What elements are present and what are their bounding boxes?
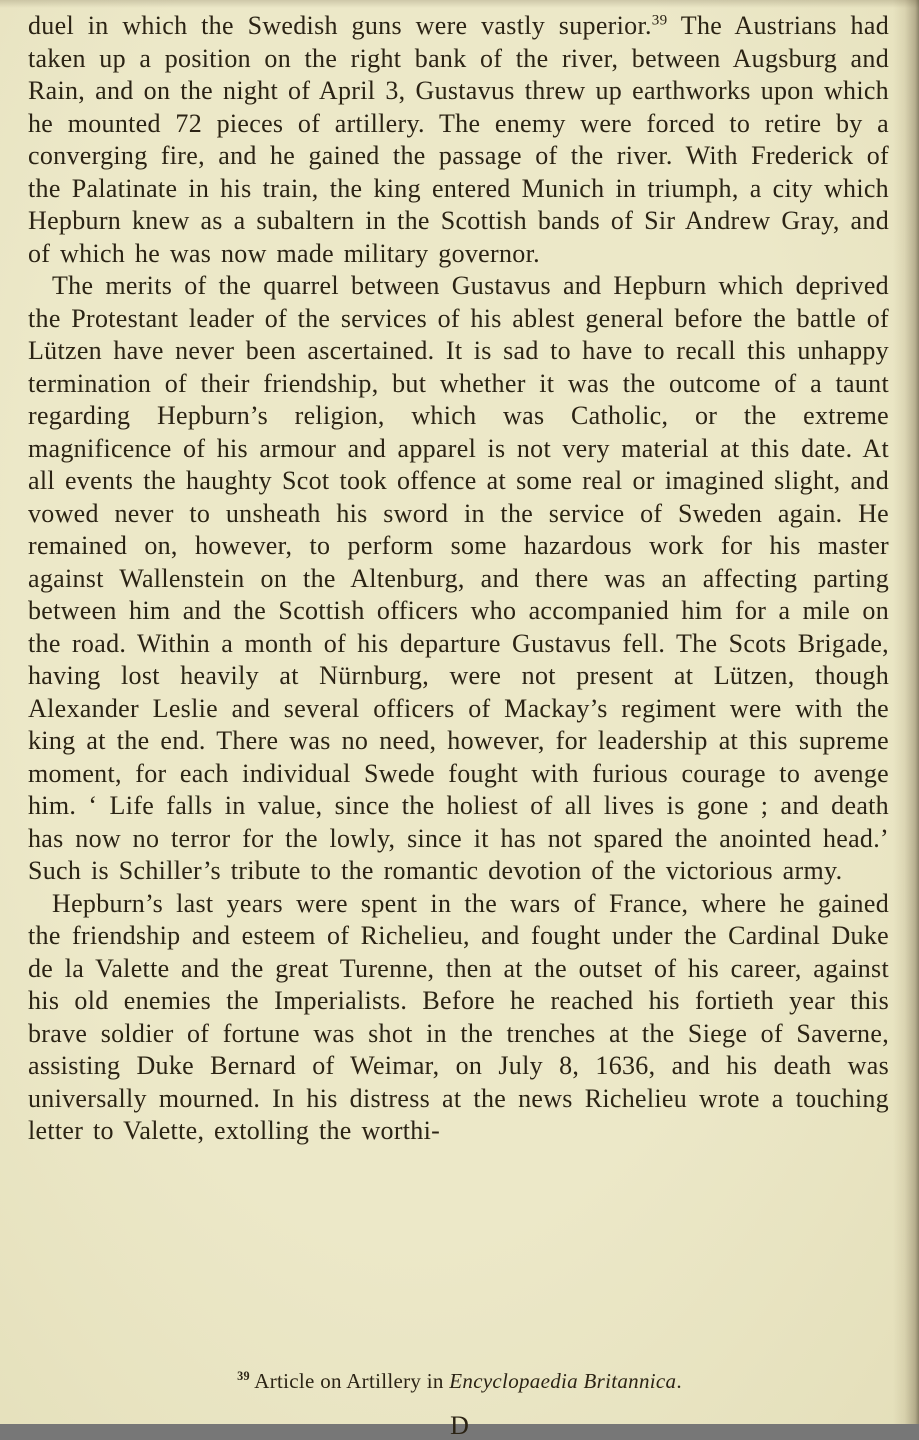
- paragraph-text: The Austrians had taken up a position on the right bank of the river, between Augsburg and Rain, and on the night of April 3, Gustavus threw up earthworks upon which he mounted 72 pieces of artillery. The enemy were forced to retire by a converging fire, and he gained the passage of the river. With Frederick of the Palatinate in his train, the king entered Munich in triumph, a city which Hepburn knew as a subaltern in the Scottish bands of Sir Andrew Gray, and of which he was now made military governor.: [28, 11, 889, 268]
- footnote-book-title: Encyclopaedia Britannica: [449, 1369, 677, 1393]
- footnote-reference: 39: [651, 12, 668, 29]
- paragraph: [28, 10, 889, 270]
- paragraph: Hepburn’s last years were spent in the wars of France, where he gained the friendship and esteem of Richelieu, and fought under the Cardinal Duke de la Valette and the great Turenne, then at the outset of his career, against his old enemies the Imperialists. Before he reached his fortieth year this brave soldier of fortune was shot in the trenches at the Siege of Saverne, assisting Duke Bernard of Weimar, on July 8, 1636, and his death was universally mourned. In his distress at the news Richelieu wrote a touching letter to Valette, extolling the worthi-: [28, 888, 889, 1145]
- footnote: [0, 1368, 919, 1394]
- footnote-marker: 39: [237, 1369, 250, 1383]
- signature-mark: D: [450, 1411, 469, 1440]
- footnote-text: .: [676, 1369, 682, 1393]
- page-top-shadow: [0, 0, 919, 8]
- page-text: [28, 10, 889, 1148]
- page-edge-shadow: [893, 0, 919, 1424]
- paragraph: The merits of the quarrel between Gustavus and Hepburn which deprived the Protestant leader of the services of his ablest general before the battle of Lützen have never been ascertained. It is sad to have to recall this unhappy termination of their friendship, but whether it was the outcome of a taunt regarding Hepburn’s religion, which was Catholic, or the extreme magnificence of his armour and apparel is not very material at this date. At all events the haughty Scot took offence at some real or imagined slight, and vowed never to unsheath his sword in the service of Sweden again. He remained on, however, to perform some hazardous work for his master against Wallenstein on the Altenburg, and there was an affecting parting between him and the Scottish officers who accompanied him for a mile on the road. Within a month of his departure Gustavus fell. The Scots Brigade, having lost heavily at Nürnburg, were not present at Lützen, though Alexander Leslie and several officers of Mackay’s regiment were with the king at the end. There was no need, however, for leadership at this supreme moment, for each individual Swede fought with furious courage to avenge him. ‘ Life falls in value, since the holiest of all lives is gone ; and death has now no terror for the lowly, since it has not spared the anointed head.’ Such is Schiller’s tribute to the romantic devotion of the victorious army.: [28, 271, 889, 885]
- paragraph-text: duel in which the Swedish guns were vastly superior.: [28, 11, 652, 40]
- footnote-text: Article on Artillery in: [249, 1369, 450, 1393]
